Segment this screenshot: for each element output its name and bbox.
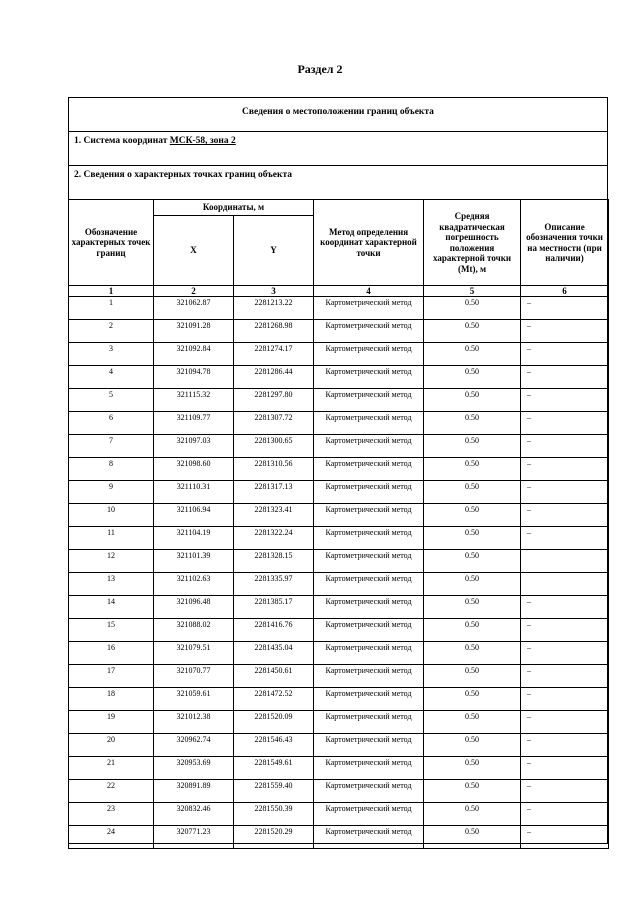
cell-x: 321091.28 [154,320,234,343]
cell-point-number: 11 [69,527,154,550]
cell-method: Картометрический метод [314,642,424,665]
coord-system-label: 1. Система координат [74,136,168,146]
cell-y: 2281385.17 [234,596,314,619]
cell-point-number: 9 [69,481,154,504]
cell-precision: 0.50 [424,389,521,412]
cell-description [521,573,609,596]
cell-point-number: 3 [69,343,154,366]
cell-precision: 0.50 [424,619,521,642]
cell-y: 2281286.44 [234,366,314,389]
cell-method: Картометрический метод [314,389,424,412]
cell-description: – [521,665,609,688]
cell-description: – [521,320,609,343]
table-row [69,803,609,826]
cell-description: – [521,826,609,849]
table-row [69,504,609,527]
object-boundaries-frame [68,97,608,844]
coord-system-value: МСК-58, зона 2 [169,136,236,146]
cell-precision: 0.50 [424,573,521,596]
cell-method: Картометрический метод [314,757,424,780]
cell-precision: 0.50 [424,481,521,504]
cell-precision: 0.50 [424,803,521,826]
cell-x: 321012.38 [154,711,234,734]
table-row [69,757,609,780]
table-row [69,826,609,849]
cell-precision: 0.50 [424,642,521,665]
cell-y: 2281550.39 [234,803,314,826]
cell-precision: 0.50 [424,458,521,481]
table-row [69,573,609,596]
cell-x: 321110.31 [154,481,234,504]
table-row [69,688,609,711]
cell-x: 321104.19 [154,527,234,550]
cell-y: 2281450.61 [234,665,314,688]
cell-point-number: 21 [69,757,154,780]
cell-point-number: 19 [69,711,154,734]
cell-precision: 0.50 [424,527,521,550]
cell-method: Картометрический метод [314,343,424,366]
table-row [69,527,609,550]
cell-description: – [521,803,609,826]
cell-y: 2281300.65 [234,435,314,458]
cell-method: Картометрический метод [314,297,424,320]
header-coordinates: Координаты, м [154,200,314,216]
cell-precision: 0.50 [424,550,521,573]
table-row [69,665,609,688]
column-number: 1 [69,286,154,297]
cell-description: – [521,688,609,711]
cell-method: Картометрический метод [314,665,424,688]
cell-point-number: 10 [69,504,154,527]
cell-description [521,550,609,573]
section-title: Раздел 2 [297,62,343,76]
cell-precision: 0.50 [424,366,521,389]
header-x: X [154,216,234,286]
cell-method: Картометрический метод [314,826,424,849]
cell-y: 2281213.22 [234,297,314,320]
cell-method: Картометрический метод [314,366,424,389]
cell-point-number: 5 [69,389,154,412]
cell-method: Картометрический метод [314,619,424,642]
coord-system-line [69,132,607,166]
cell-precision: 0.50 [424,343,521,366]
cell-precision: 0.50 [424,826,521,849]
table-row [69,458,609,481]
cell-x: 321097.03 [154,435,234,458]
cell-description: – [521,527,609,550]
cell-x: 321115.32 [154,389,234,412]
cell-method: Картометрический метод [314,481,424,504]
cell-precision: 0.50 [424,297,521,320]
cell-y: 2281274.17 [234,343,314,366]
column-number: 2 [154,286,234,297]
cell-y: 2281335.97 [234,573,314,596]
cell-description: – [521,435,609,458]
cell-description: – [521,780,609,803]
cell-method: Картометрический метод [314,734,424,757]
table-row [69,642,609,665]
cell-method: Картометрический метод [314,527,424,550]
cell-point-number: 22 [69,780,154,803]
cell-method: Картометрический метод [314,550,424,573]
cell-description: – [521,412,609,435]
cell-y: 2281520.29 [234,826,314,849]
cell-method: Картометрический метод [314,504,424,527]
cell-x: 321079.51 [154,642,234,665]
cell-y: 2281322.24 [234,527,314,550]
table-row [69,366,609,389]
cell-point-number: 24 [69,826,154,849]
frame-heading: Сведения о местоположении границ объекта [69,98,607,132]
cell-x: 321092.84 [154,343,234,366]
cell-x: 320953.69 [154,757,234,780]
cell-description: – [521,504,609,527]
cell-y: 2281435.04 [234,642,314,665]
cell-x: 321102.63 [154,573,234,596]
table-row [69,734,609,757]
table-row [69,711,609,734]
cell-method: Картометрический метод [314,573,424,596]
cell-precision: 0.50 [424,734,521,757]
cell-x: 321094.78 [154,366,234,389]
cell-y: 2281268.98 [234,320,314,343]
cell-description: – [521,757,609,780]
cell-x: 321062.87 [154,297,234,320]
cell-point-number: 1 [69,297,154,320]
cell-description: – [521,481,609,504]
cell-description: – [521,343,609,366]
header-method: Метод определения координат характерной точки [314,200,424,286]
cell-method: Картометрический метод [314,780,424,803]
table-row [69,297,609,320]
header-point-name: Обозначение характерных точек границ [69,200,154,286]
cell-y: 2281472.52 [234,688,314,711]
table-row [69,412,609,435]
cell-precision: 0.50 [424,320,521,343]
cell-y: 2281310.56 [234,458,314,481]
cell-x: 320891.89 [154,780,234,803]
table-row [69,435,609,458]
cell-y: 2281559.40 [234,780,314,803]
cell-point-number: 15 [69,619,154,642]
cell-point-number: 7 [69,435,154,458]
table-body [69,297,609,849]
cell-method: Картометрический метод [314,435,424,458]
cell-point-number: 20 [69,734,154,757]
cell-y: 2281546.43 [234,734,314,757]
cell-method: Картометрический метод [314,803,424,826]
cell-description: – [521,297,609,320]
cell-precision: 0.50 [424,504,521,527]
cell-description: – [521,642,609,665]
cell-description: – [521,366,609,389]
cell-precision: 0.50 [424,688,521,711]
cell-precision: 0.50 [424,412,521,435]
table-row [69,619,609,642]
cell-y: 2281323.41 [234,504,314,527]
column-number: 4 [314,286,424,297]
cell-x: 320962.74 [154,734,234,757]
cell-point-number: 2 [69,320,154,343]
cell-method: Картометрический метод [314,458,424,481]
cell-y: 2281416.76 [234,619,314,642]
column-number: 6 [521,286,609,297]
table-row [69,596,609,619]
cell-precision: 0.50 [424,596,521,619]
cell-y: 2281328.15 [234,550,314,573]
table-row [69,343,609,366]
cell-precision: 0.50 [424,780,521,803]
cell-x: 321106.94 [154,504,234,527]
cell-point-number: 18 [69,688,154,711]
cell-y: 2281317.13 [234,481,314,504]
cell-precision: 0.50 [424,665,521,688]
cell-x: 321070.77 [154,665,234,688]
cell-precision: 0.50 [424,711,521,734]
cell-point-number: 23 [69,803,154,826]
table-row [69,780,609,803]
cell-point-number: 6 [69,412,154,435]
cell-y: 2281520.09 [234,711,314,734]
table-row [69,320,609,343]
cell-x: 320771.23 [154,826,234,849]
cell-method: Картометрический метод [314,711,424,734]
cell-x: 321059.61 [154,688,234,711]
table-row [69,550,609,573]
header-y: Y [234,216,314,286]
cell-description: – [521,596,609,619]
table-row [69,389,609,412]
cell-point-number: 13 [69,573,154,596]
cell-x: 321101.39 [154,550,234,573]
cell-y: 2281549.61 [234,757,314,780]
header-description: Описание обозначения точки на местности (при наличии) [521,200,609,286]
cell-description: – [521,389,609,412]
cell-method: Картометрический метод [314,688,424,711]
cell-description: – [521,458,609,481]
cell-description: – [521,711,609,734]
cell-point-number: 8 [69,458,154,481]
cell-x: 321088.02 [154,619,234,642]
points-heading: 2. Сведения о характерных точках границ объекта [74,170,293,180]
cell-description: – [521,734,609,757]
cell-y: 2281297.80 [234,389,314,412]
cell-x: 321096.48 [154,596,234,619]
cell-point-number: 17 [69,665,154,688]
cell-precision: 0.50 [424,757,521,780]
column-number: 3 [234,286,314,297]
cell-x: 321098.60 [154,458,234,481]
cell-precision: 0.50 [424,435,521,458]
cell-x: 320832.46 [154,803,234,826]
column-number: 5 [424,286,521,297]
table-row [69,481,609,504]
cell-description: – [521,619,609,642]
cell-point-number: 16 [69,642,154,665]
cell-method: Картометрический метод [314,412,424,435]
boundary-points-table [68,199,609,849]
cell-method: Картометрический метод [314,320,424,343]
cell-point-number: 14 [69,596,154,619]
cell-y: 2281307.72 [234,412,314,435]
header-precision: Средняя квадратическая погрешность положения характерной точки (Mt), м [424,200,521,286]
cell-point-number: 4 [69,366,154,389]
cell-x: 321109.77 [154,412,234,435]
cell-method: Картометрический метод [314,596,424,619]
cell-point-number: 12 [69,550,154,573]
